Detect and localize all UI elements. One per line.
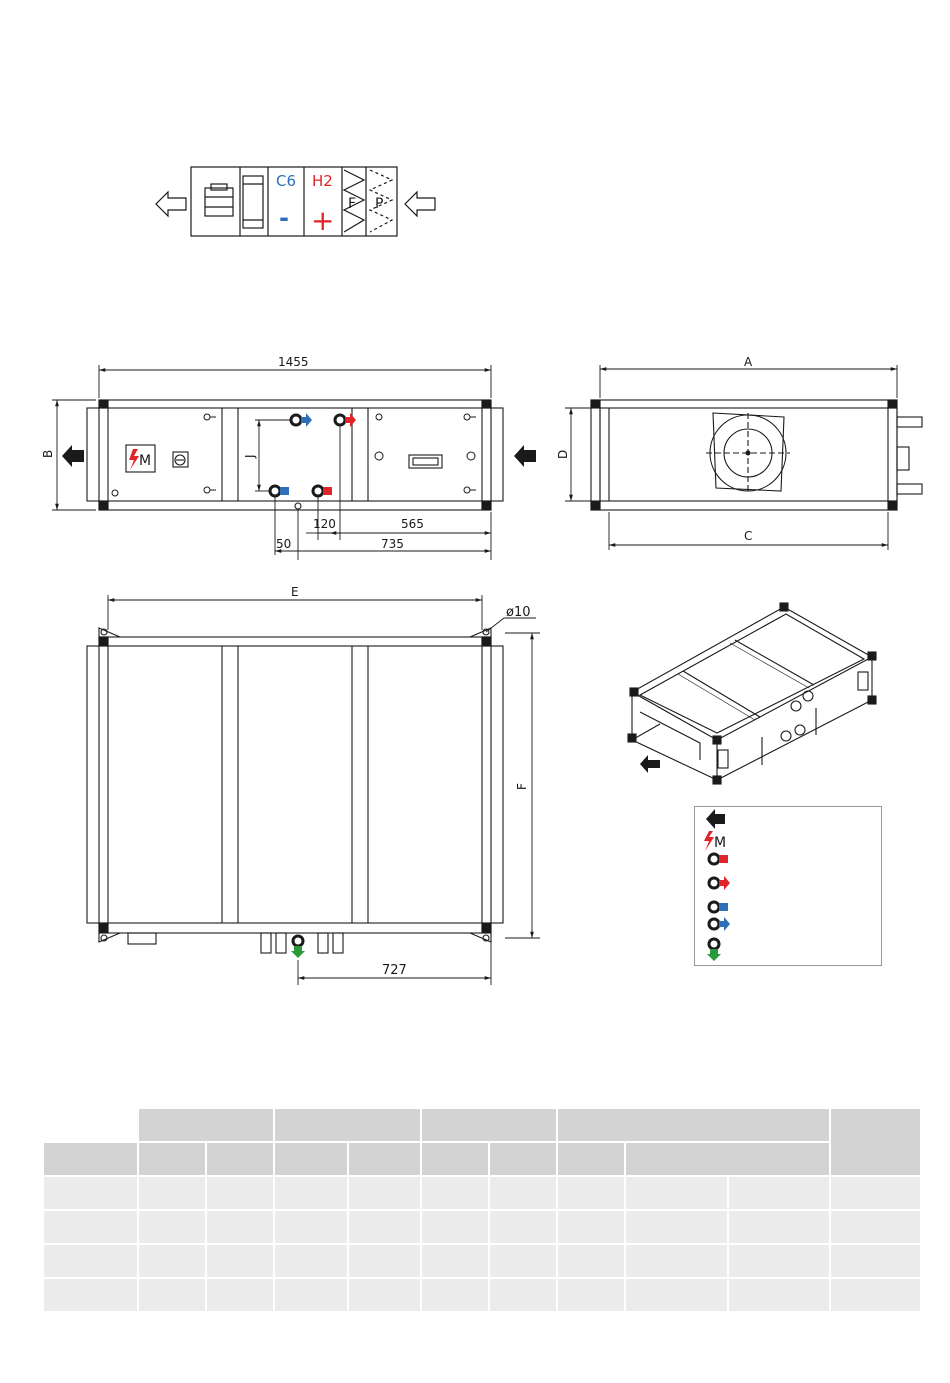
dim-e: E [291, 585, 299, 599]
dim-735: 735 [381, 537, 404, 551]
heating-sign: + [311, 204, 335, 237]
outlet-arrow-icon [156, 192, 186, 216]
table-header-cell [490, 1143, 556, 1175]
table-row [44, 1245, 920, 1277]
table-header-row-2 [44, 1143, 920, 1175]
table-header-cell [558, 1143, 624, 1175]
drain-icon [291, 946, 305, 958]
dim-727: 727 [382, 963, 407, 978]
side-view [591, 400, 922, 510]
table-row [44, 1211, 920, 1243]
table-row [44, 1279, 920, 1311]
table-header-cell [626, 1143, 829, 1175]
table-header-cell [207, 1143, 273, 1175]
schematic-label-c6: C6 [276, 172, 297, 190]
dim-565: 565 [401, 517, 424, 531]
schematic-label-f: F [348, 196, 357, 212]
dim-120: 120 [313, 517, 336, 531]
dim-a: A [744, 355, 753, 369]
front-motor-label: M [139, 453, 152, 469]
legend-cooling-return-icon [709, 902, 719, 912]
legend-icons [695, 807, 881, 965]
isometric-view [628, 603, 876, 784]
table-header-cell [44, 1143, 137, 1175]
dim-f: F [515, 783, 529, 790]
table-row [44, 1177, 920, 1209]
table-header-cell [275, 1109, 420, 1141]
dim-d: D [556, 449, 570, 459]
dim-hole: ø10 [506, 605, 531, 620]
table-header-cell [139, 1109, 273, 1141]
legend-drain-icon [709, 939, 719, 949]
schematic-label-h2: H2 [312, 172, 333, 190]
front-outlet-arrow-icon [62, 445, 84, 467]
control-display [409, 455, 442, 468]
dim-b: B [41, 449, 55, 458]
table-header-cell [422, 1143, 488, 1175]
legend-cooling-supply-icon [709, 919, 719, 929]
dim-50: 50 [276, 537, 292, 551]
top-view [87, 628, 503, 953]
dim-c: C [744, 529, 753, 543]
power-icon [129, 449, 139, 470]
iso-airflow-arrow-icon [640, 755, 660, 773]
spec-table [42, 1107, 922, 1313]
table-header-cell [831, 1109, 920, 1175]
dim-j: J [243, 454, 257, 458]
legend-heating-return-icon [709, 854, 719, 864]
legend-heating-supply-icon [709, 878, 719, 888]
inlet-arrow-icon [405, 192, 435, 216]
table-header-cell [349, 1143, 420, 1175]
legend-airflow-icon [706, 809, 725, 829]
table-header-cell [275, 1143, 347, 1175]
fan-motor-icon [205, 176, 263, 228]
table-header-cell [558, 1109, 829, 1141]
table-header-cell [422, 1109, 556, 1141]
legend-motor-label: M [714, 835, 727, 851]
front-connections [270, 413, 356, 496]
legend-power-icon [704, 831, 714, 851]
legend-box [694, 806, 882, 966]
front-inlet-arrow-icon [514, 445, 536, 467]
table-header-row-1 [44, 1109, 920, 1141]
specification-table [42, 1107, 922, 1313]
cooling-sign: - [279, 204, 289, 232]
table-header-cell [139, 1143, 205, 1175]
schematic-label-p: P [375, 196, 384, 212]
dim-1455: 1455 [278, 355, 309, 369]
